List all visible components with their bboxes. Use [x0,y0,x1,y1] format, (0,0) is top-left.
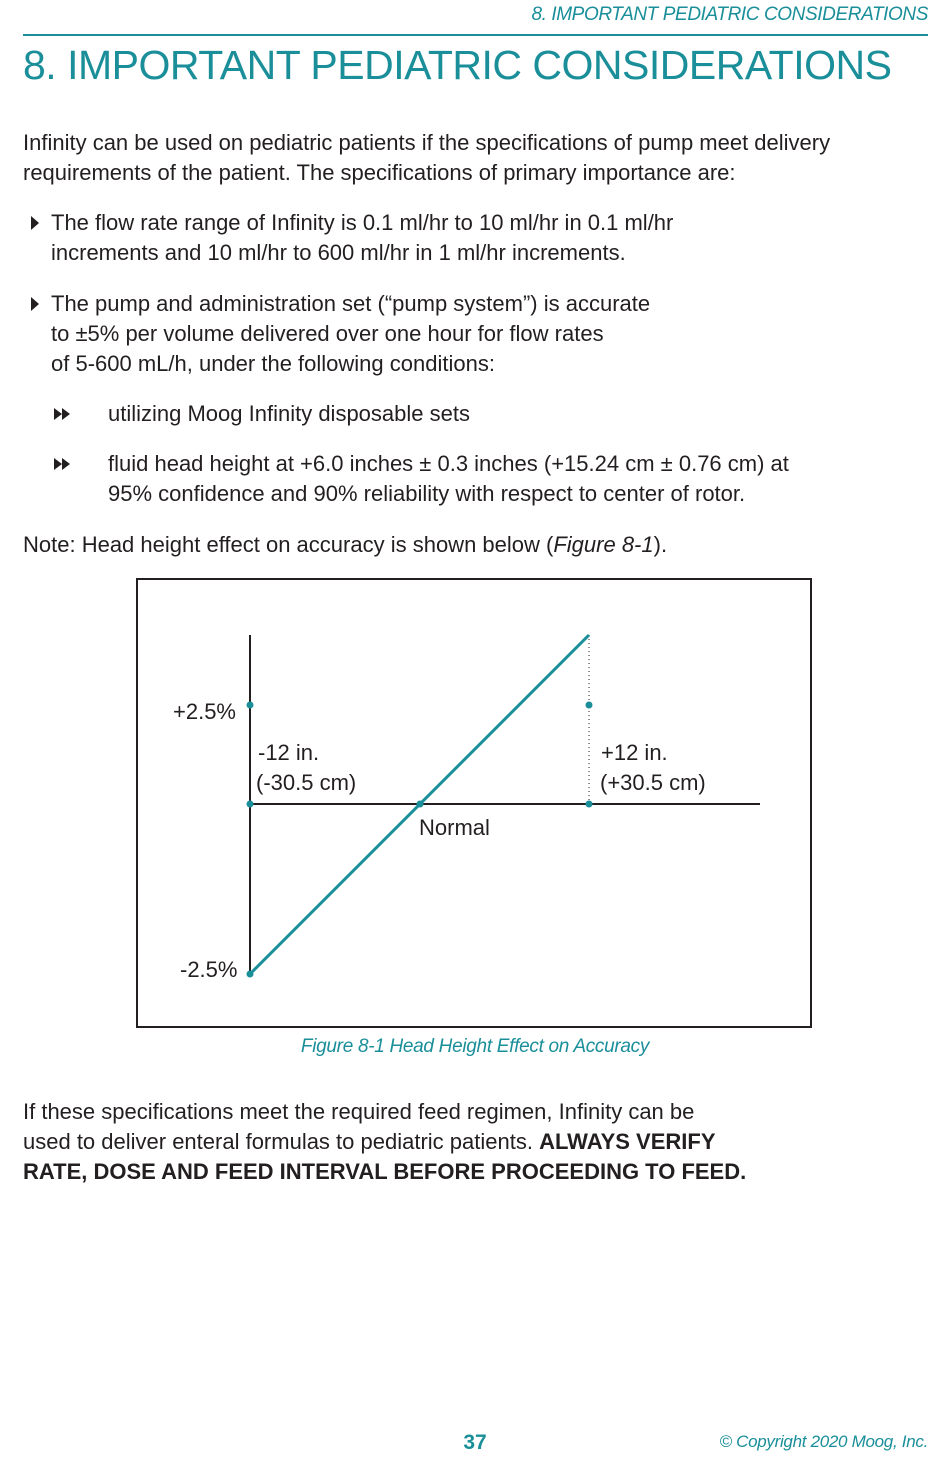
triangle-bullet-icon [31,216,39,230]
bullet-line: of 5-600 mL/h, under the following conditions: [51,351,495,376]
figure-head-height-effect [136,578,812,1028]
bullet-line: The flow rate range of Infinity is 0.1 ml/hr to 10 ml/hr in 0.1 ml/hr [51,210,674,235]
closing-paragraph [23,1097,823,1187]
left-inches-label: -12 in. [258,740,320,765]
figure-graph [138,580,814,1030]
figure-reference: Figure 8-1 [553,532,654,557]
minus-marker-dot [247,971,254,978]
sub-bullet-item-sets [23,399,903,429]
sub-bullet-item-head-height [23,449,903,509]
normal-label: Normal [419,815,490,840]
bullet-line: increments and 10 ml/hr to 600 ml/hr in 1 ml/hr increments. [51,240,626,265]
plus-percent-label: +2.5% [173,699,236,724]
bullet-item-accuracy [23,289,903,379]
page-title: 8. IMPORTANT PEDIATRIC CONSIDERATIONS [23,42,892,88]
figure-caption: Figure 8-1 Head Height Effect on Accuracy [300,1036,650,1057]
copyright: © Copyright 2020 Moog, Inc. [719,1432,928,1451]
header-rule [23,34,928,36]
warning-text: ALWAYS VERIFY [539,1129,716,1154]
right-axis-dot [586,801,593,808]
running-header: 8. IMPORTANT PEDIATRIC CONSIDERATIONS [531,4,928,25]
double-triangle-bullet-icon [54,408,74,422]
note-paragraph [23,530,923,560]
sub-bullet-line: fluid head height at +6.0 inches ± 0.3 inches (+15.24 cm ± 0.76 cm) at [108,451,789,476]
triangle-bullet-icon [31,297,39,311]
closing-line: used to deliver enteral formulas to pediatric patients. [23,1129,540,1154]
normal-dot [417,801,424,808]
intro-paragraph: Infinity can be used on pediatric patients if the specifications of pump meet delivery requirements of the patient. The specifications of primary importance are: [23,130,831,185]
sub-bullet-line: 95% confidence and 90% reliability with respect to center of rotor. [108,481,746,506]
sub-bullet-line: utilizing Moog Infinity disposable sets [108,401,470,426]
double-triangle-bullet-icon [54,458,74,472]
minus-percent-label: -2.5% [180,957,238,982]
right-cm-label: (+30.5 cm) [600,770,706,795]
left-cm-label: (-30.5 cm) [256,770,357,795]
closing-line: If these specifications meet the required feed regimen, Infinity can be [23,1099,695,1124]
right-plus-dot [586,702,593,709]
plus-marker-dot [247,702,254,709]
page-number: 37 [463,1431,487,1454]
warning-text: RATE, DOSE AND FEED INTERVAL BEFORE PROCEEDING TO FEED. [23,1159,747,1184]
bullet-line: The pump and administration set (“pump system”) is accurate [51,291,651,316]
note-suffix: ). [653,532,668,557]
origin-dot [247,801,254,808]
note-prefix: Note: Head height effect on accuracy is shown below ( [23,532,554,557]
right-inches-label: +12 in. [601,740,668,765]
bullet-item-flow-rate [23,208,903,268]
bullet-line: to ±5% per volume delivered over one hour for flow rates [51,321,604,346]
